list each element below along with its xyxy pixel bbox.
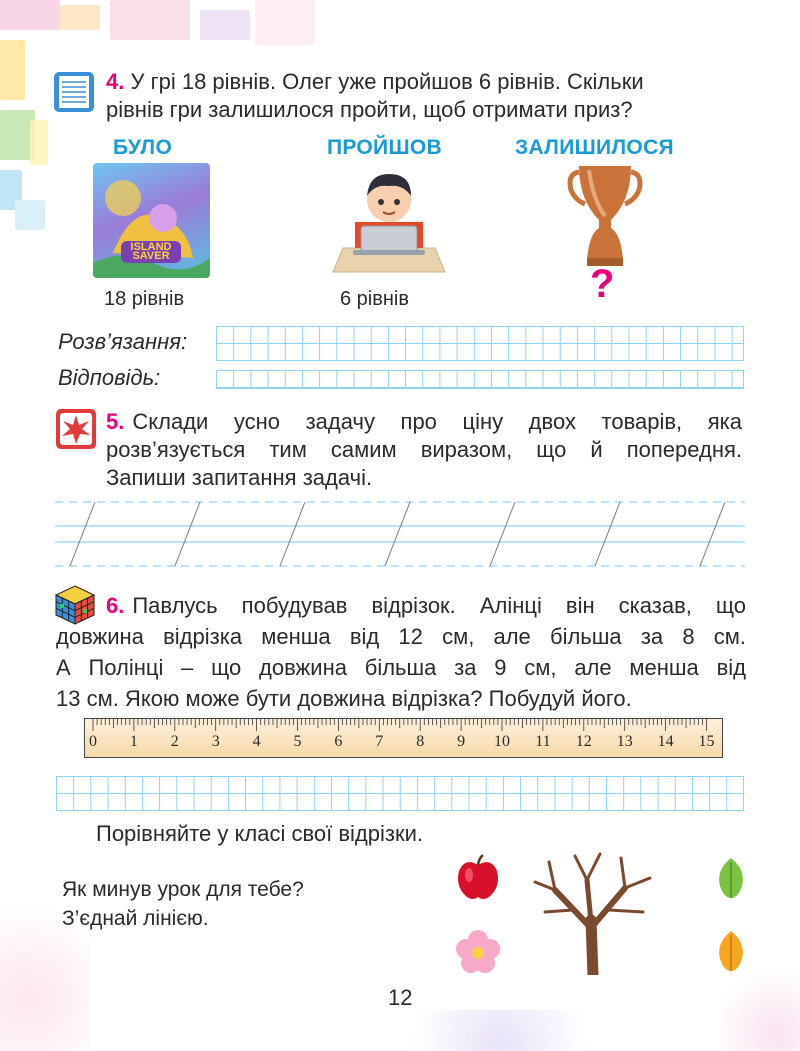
- ruler-label: 15: [698, 733, 715, 750]
- game-logo-text: ISLAND SAVER: [130, 241, 172, 262]
- task4-line1: У грі 18 рівнів. Олег уже пройшов 6 рівнів. Скільки: [130, 69, 644, 94]
- task5-line1: Склади усно задачу про ціну двох товарів, яка: [132, 409, 742, 434]
- ruler: [84, 718, 723, 758]
- apple-icon[interactable]: [455, 853, 501, 901]
- task4-text: [106, 68, 776, 124]
- green-leaf-icon[interactable]: [716, 856, 746, 900]
- star-burst-icon: [54, 407, 98, 451]
- reflection-line1: Як минув урок для тебе?: [62, 878, 304, 901]
- task6-line4: 13 см. Якою може бути довжина відрізка? Побудуй його.: [56, 686, 632, 711]
- ruler-label: 9: [457, 733, 466, 750]
- col-head-left: ЗАЛИШИЛОСЯ: [515, 136, 674, 159]
- task4-number: 4.: [106, 69, 125, 94]
- reflection-text: [62, 875, 304, 933]
- task6-line3: А Полінці – що довжина більша за 9 см, але менша від: [56, 655, 746, 680]
- col-head-passed: ПРОЙШОВ: [327, 136, 442, 159]
- task6-number: 6.: [106, 593, 125, 618]
- bare-tree-icon[interactable]: [525, 850, 660, 975]
- ruler-label: 11: [535, 733, 551, 750]
- notebook-icon: [52, 70, 96, 114]
- ruler-label: 12: [575, 733, 592, 750]
- caption-18-levels: 18 рівнів: [104, 288, 185, 310]
- ruler-label: 6: [334, 733, 343, 750]
- ruler-label: 8: [416, 733, 425, 750]
- ruler-label: 3: [211, 733, 220, 750]
- task6-line2: довжина відрізка менша від 12 см, але більша за 8 см.: [56, 624, 746, 649]
- compare-text: Порівняйте у класі свої відрізки.: [96, 821, 423, 846]
- ruler-label: 14: [657, 733, 674, 750]
- reflection-line2: З’єднай лінією.: [62, 907, 209, 930]
- ruler-label: 13: [616, 733, 633, 750]
- ruler-label: 7: [375, 733, 384, 750]
- ruler-label: 1: [129, 733, 138, 750]
- drawing-grid[interactable]: [56, 776, 744, 811]
- caption-6-levels: 6 рівнів: [340, 288, 409, 310]
- answer-grid[interactable]: [216, 370, 744, 389]
- task5-line3: Запиши запитання задачі.: [106, 465, 373, 490]
- writing-lines[interactable]: [55, 498, 745, 570]
- solution-grid[interactable]: [216, 326, 744, 361]
- flower-icon[interactable]: [455, 929, 501, 975]
- ruler-label: 0: [89, 733, 97, 750]
- ruler-label: 4: [252, 733, 261, 750]
- page-number: 12: [388, 985, 413, 1010]
- question-mark: ?: [590, 262, 615, 306]
- task4-line2: рівнів гри залишилося пройти, щоб отримати приз?: [106, 97, 633, 122]
- solution-label: Розв’язання:: [58, 329, 188, 354]
- orange-leaf-icon[interactable]: [716, 929, 746, 973]
- task5-number: 5.: [106, 409, 125, 434]
- boy-at-laptop-image: [325, 160, 453, 280]
- task6-line1: Павлусь побудував відрізок. Алінці він сказав, що: [132, 593, 746, 618]
- ruler-label: 10: [494, 733, 510, 750]
- task5-line2: розв’язується тим самим виразом, що й попередня.: [106, 437, 742, 462]
- ruler-label: 2: [170, 733, 179, 750]
- ruler-label: 5: [293, 733, 302, 750]
- answer-label: Відповідь:: [58, 365, 161, 390]
- task5-text: [106, 408, 786, 492]
- game-cover-image: [93, 163, 210, 278]
- task6-text: [56, 590, 746, 714]
- col-head-was: БУЛО: [113, 136, 173, 159]
